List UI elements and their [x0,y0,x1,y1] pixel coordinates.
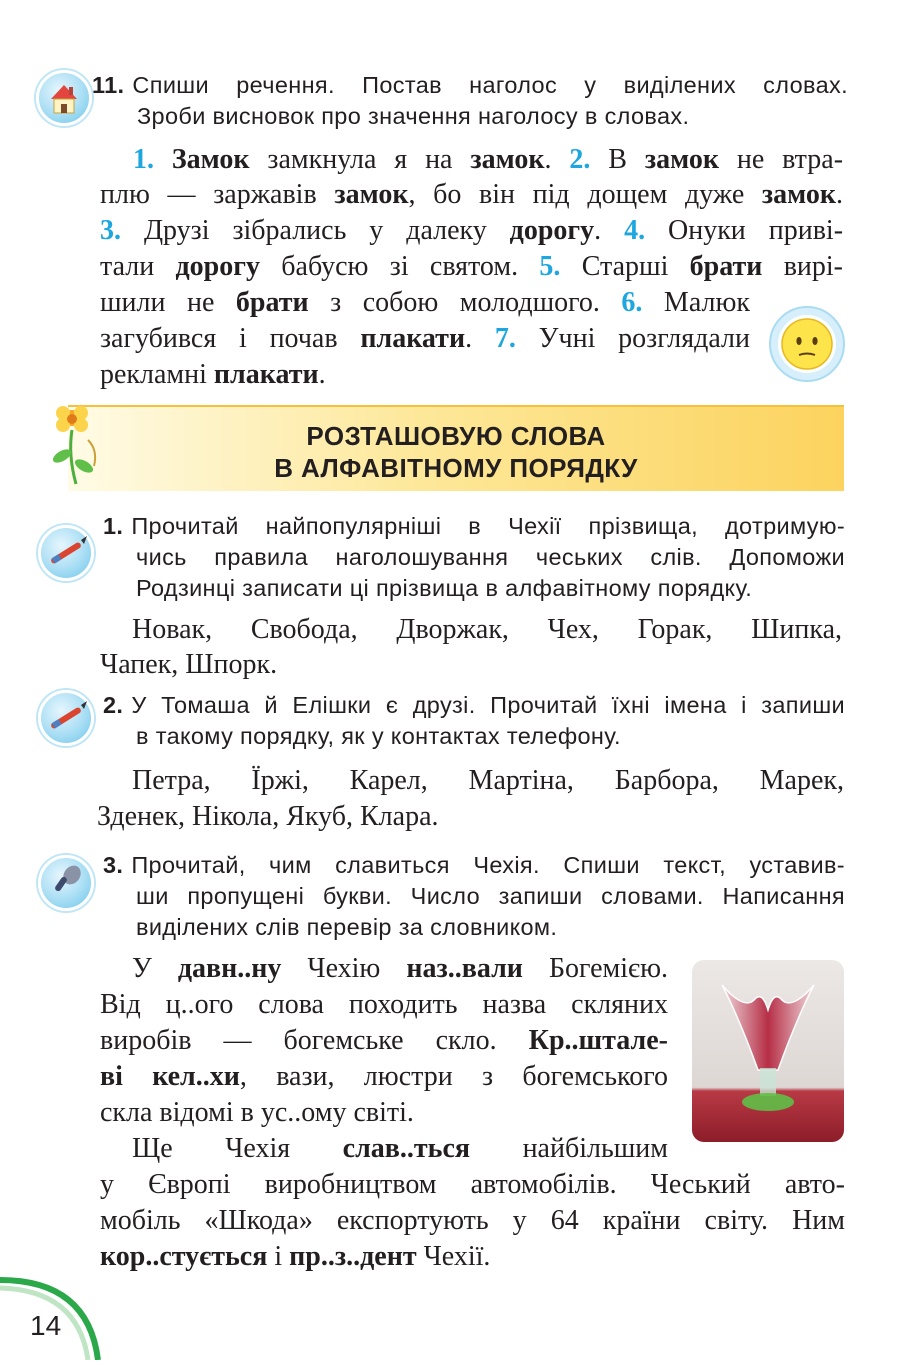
text-line: скла відомі в ус..ому світі. [100,1097,414,1128]
text-segment: Чехію [281,953,407,984]
highlighted-word: дорогу [175,251,260,282]
highlighted-word: замок [644,144,719,175]
text-line [100,1059,668,1095]
text-segment: Друзі зібрались у далеку [143,215,510,246]
sentence-line [100,249,843,285]
text-segment: . [318,359,326,390]
text-segment: не втра- [718,144,844,175]
highlighted-word: слав..ться [342,1133,471,1164]
sentence-number: 5. [539,251,582,282]
sentence-line [133,142,843,178]
text-segment: плю — заржавів [100,179,335,210]
exercise-3-instruction [103,850,845,943]
highlighted-word: Замок [171,144,250,175]
text-segment: рекламні [100,359,214,390]
sentence-line [100,213,843,249]
smiley-icon [768,305,846,388]
section-title-line: РОЗТАШОВУЮ СЛОВА [306,421,606,451]
text-segment: В [608,144,645,175]
text-segment: Старші [581,251,690,282]
text-segment: Онуки приві- [668,215,844,246]
instruction-line: Зроби висновок про значення наголосу в словах. [137,103,690,129]
text-segment: і [267,1241,290,1272]
highlighted-word: плакати [360,323,466,354]
text-segment: , вази, люстри з богемського [239,1061,668,1092]
text-segment: . [594,215,625,246]
text-line: Від ц..ого слова походить назва скляних [100,989,668,1020]
text-segment: Учні розглядали [538,323,750,354]
text-segment: . [465,323,495,354]
sentence-line [100,285,750,321]
sentence-line [100,177,843,213]
text-segment: замкнула я на [249,144,471,175]
text-segment: . [836,179,844,210]
text-line [100,1239,490,1275]
sentence-number: 7. [494,323,539,354]
instruction-line: виділених слів перевір за словником. [136,914,558,940]
text-line [132,951,668,987]
exercise-2-instruction [103,690,845,752]
pen-icon [38,525,94,581]
text-segment: Чехії. [416,1241,491,1272]
highlighted-word: пр..з..дент [289,1241,417,1272]
pen-icon [38,690,94,746]
microphone-icon [38,855,94,911]
page-number: 14 [30,1310,62,1341]
highlighted-word: брати [689,251,763,282]
exercise-number: 11. [92,72,125,98]
text-segment: тали [100,251,176,282]
text-line [132,1131,668,1167]
sentence-number: 1. [133,144,172,175]
text-line: у Європі виробництвом автомобілів. Чеський авто- [100,1169,845,1200]
highlighted-word: наз..вали [406,953,523,984]
house-icon [36,70,92,126]
section-title-line: В АЛФАВІТНОМУ ПОРЯДКУ [274,453,638,483]
sentence-number: 4. [624,215,668,246]
text-segment: шили не [100,287,236,318]
instruction-line: ши пропущені букви. Число запиши словами. Написання [136,883,845,909]
text-segment: . [544,144,570,175]
text-segment: Малюк [663,287,750,318]
exercise-number: 1. [103,513,124,539]
sentence-number: 6. [621,287,664,318]
section-title [68,420,844,484]
text-segment: найбільшим [470,1133,668,1164]
text-segment: бабусю зі святом. [259,251,540,282]
highlighted-word: кор..стується [100,1241,268,1272]
text-segment: Ще Чехія [132,1133,343,1164]
sentence-line [100,357,326,393]
instruction-line: Родзинці записати ці прізвища в алфавітному порядку. [136,575,753,601]
highlighted-word: ві кел..хи [100,1061,240,1092]
highlighted-word: замок [334,179,409,210]
instruction-line: в такому порядку, як у контактах телефону. [136,723,621,749]
exercise-1-instruction [103,511,845,604]
text-segment: Богемією. [522,953,668,984]
names-line: Петра, Їржі, Карел, Мартіна, Барбора, Марек, [132,765,844,796]
exercise-number: 3. [103,852,124,878]
text-segment: загубився і почав [100,323,361,354]
instruction-line: Прочитай, чим славиться Чехія. Спиши текст, уставив- [131,852,845,878]
surnames-line: Чапек, Шпорк. [100,649,278,680]
sentence-number: 3. [100,215,144,246]
highlighted-word: замок [761,179,837,210]
highlighted-word: брати [235,287,309,318]
highlighted-word: давн..ну [177,953,282,984]
instruction-line: У Томаша й Елішки є друзі. Прочитай їхні імена і запиши [131,692,845,718]
text-segment: , бо він під дощем дуже [408,179,762,210]
vase-photo [692,960,844,1142]
names-line: Зденек, Нікола, Якуб, Клара. [97,801,439,832]
sentence-number: 2. [569,144,609,175]
instruction-line: Прочитай найпопулярніші в Чехії прізвища, дотримую- [131,513,845,539]
surnames-line: Новак, Свобода, Дворжак, Чех, Горак, Шипка, [132,614,842,645]
text-segment: вирі- [762,251,843,282]
text-line: мобіль «Шкода» експортують у 64 країни світу. Ним [100,1205,845,1236]
exercise-number: 2. [103,692,124,718]
highlighted-word: замок [470,144,545,175]
instruction-line: чись правила наголошування чеських слів. Допоможи [136,544,845,570]
text-segment: з собою молодшого. [308,287,622,318]
highlighted-word: Кр..штале- [528,1025,668,1056]
instruction-line: Спиши речення. Постав наголос у виділених словах. [132,72,848,98]
highlighted-word: плакати [213,359,319,390]
sentence-line [100,321,750,357]
exercise-11-instruction [92,70,848,132]
text-line [100,1023,668,1059]
text-segment: У [132,953,178,984]
highlighted-word: дорогу [509,215,595,246]
text-segment: виробів — богемське скло. [100,1025,529,1056]
